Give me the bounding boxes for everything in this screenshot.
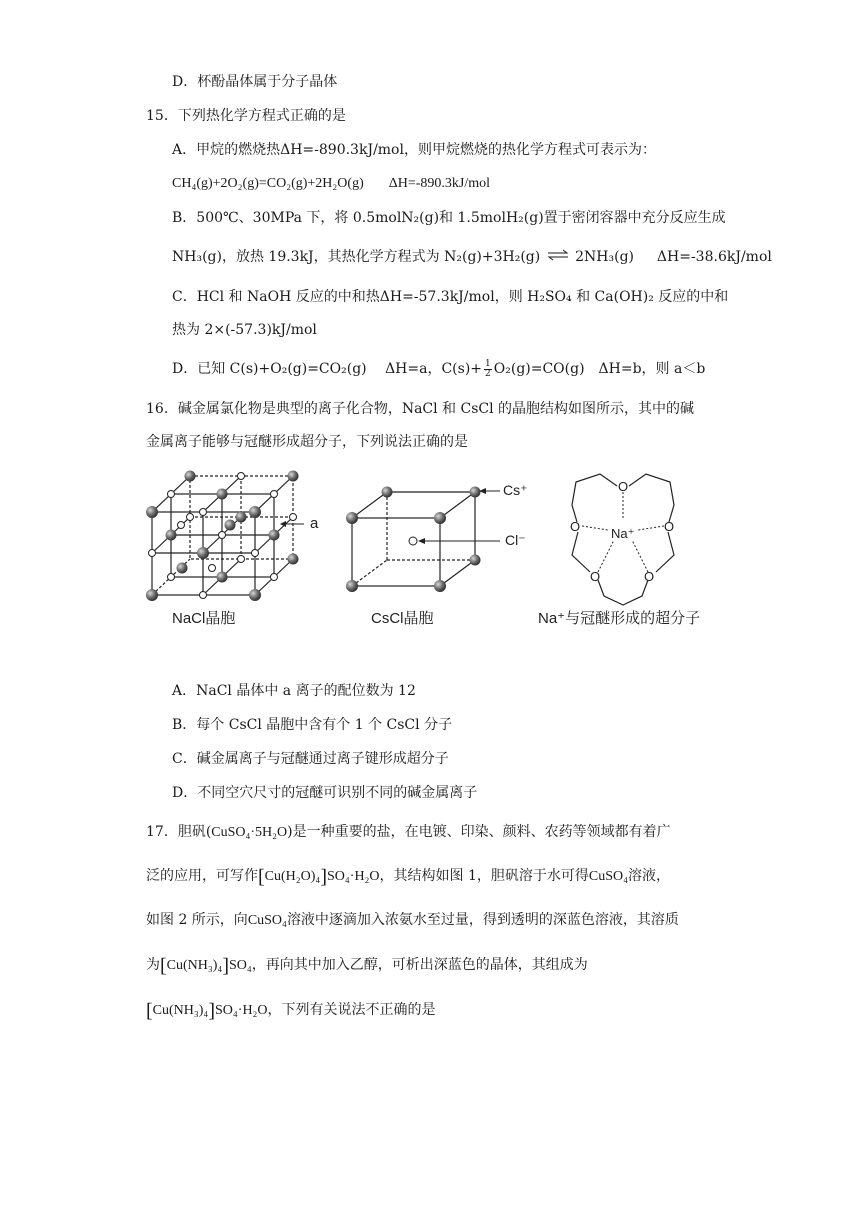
q17-line2	[146, 866, 670, 887]
q15-option-b-line2	[172, 247, 772, 267]
q17-complex3-body: Cu(NH₃)₄	[152, 1003, 209, 1018]
q16-stem-line2: 金属离子能够与冠醚形成超分子，下列说法正确的是	[146, 434, 468, 450]
q17-line1-a: 17．胆矾(	[146, 824, 212, 840]
caption-nacl: NaCl晶胞	[172, 610, 236, 627]
q17-line3	[146, 910, 679, 931]
label-cl: Cl⁻	[505, 532, 526, 548]
q17-complex3-anion: SO₄·H₂O	[215, 1003, 268, 1018]
label-cs: Cs⁺	[503, 482, 528, 498]
caption-crown: Na⁺与冠醚形成的超分子	[538, 610, 701, 627]
q17-complex1-body: Cu(H₂O)₄	[264, 869, 321, 884]
q16-option-c: C．碱金属离子与冠醚通过离子键形成超分子	[172, 751, 449, 767]
q15-stem: 15．下列热化学方程式正确的是	[146, 108, 346, 124]
q17-line4-a: 为	[146, 957, 160, 973]
cl-arrowhead-icon	[418, 538, 425, 544]
q15-option-b-enthalpy: ΔH=-38.6kJ/mol	[656, 249, 772, 265]
q16-stem-line1: 16．碱金属氯化物是典型的离子化合物，NaCl 和 CsCl 的晶胞结构如图所示，其中的碱	[146, 401, 695, 417]
q17-formula-cuso4-a: CuSO₄	[588, 869, 629, 884]
q17-line1	[146, 822, 671, 843]
sodium-ion: Na⁺	[611, 526, 635, 541]
q17-complex2-anion: SO₄	[229, 958, 252, 973]
q17-formula-complex3: [Cu(NH₃)₄]SO₄·H₂O	[146, 1000, 268, 1022]
oxygen-atom-bottom-left: O	[590, 569, 601, 584]
q17-line2-a: 泛的应用，可写作	[146, 868, 258, 884]
q17-line2-b: ，其结构如图 1，胆矾溶于水可得	[379, 868, 589, 884]
q15-option-c-line2: 热为 2×(-57.3)kJ/mol	[172, 322, 317, 338]
q16-option-a: A．NaCl 晶体中 a 离子的配位数为 12	[172, 683, 416, 699]
q15-option-b-text: NH₃(g)，放热 19.3kJ，其热化学方程式为 N₂(g)+3H₂(g)	[172, 249, 541, 265]
q17-line2-c: 溶液，	[628, 868, 671, 884]
fraction-numerator: 1	[485, 358, 491, 369]
q16-option-b: B．每个 CsCl 晶胞中含有个 1 个 CsCl 分子	[172, 717, 453, 733]
q17-formula-bluevitriol: CuSO₄·5H₂O	[211, 825, 288, 840]
q17-line1-b: )是一种重要的盐，在电镀、印染、颜料、农药等领域都有着广	[287, 824, 671, 840]
q17-line5	[146, 1000, 436, 1021]
caption-cscl: CsCl晶胞	[371, 610, 434, 627]
crystal-figure	[0, 460, 860, 660]
q16-option-d: D．不同空穴尺寸的冠醚可识别不同的碱金属离子	[172, 785, 478, 801]
q15-option-d-part1: D．已知 C(s)+O₂(g)=CO₂(g) ΔH=a，C(s)+	[172, 361, 483, 377]
fraction-denominator: 2	[485, 368, 491, 379]
q17-formula-complex1: [Cu(H₂O)₄]SO₄·H₂O	[258, 866, 380, 888]
q15-option-a-line1: A．甲烷的燃烧热ΔH=-890.3kJ/mol，则甲烷燃烧的热化学方程式可表示为：	[172, 142, 656, 158]
oxygen-atom-right: O	[664, 519, 675, 534]
q15-option-b-product: 2NH₃(g)	[575, 249, 634, 265]
oxygen-atom-left: O	[570, 519, 581, 534]
q14-option-d: D．杯酚晶体属于分子晶体	[172, 74, 338, 90]
q17-complex1-anion: SO₄·H₂O	[327, 869, 380, 884]
reversible-arrow-icon	[547, 247, 569, 267]
q15-option-b-line1: B．500℃、30MPa 下，将 0.5molN₂(g)和 1.5molH₂(g)置于密闭容器中充分反应生成	[172, 210, 726, 226]
q15-option-d	[172, 359, 705, 379]
label-a: a	[310, 515, 319, 532]
fraction-one-half	[484, 360, 492, 379]
q15-option-a-enthalpy: ΔH=-890.3kJ/mol	[388, 176, 491, 191]
q17-line3-a: 如图 2 所示，向	[146, 912, 248, 928]
q17-formula-complex2: [Cu(NH₃)₄]SO₄	[160, 955, 252, 977]
q17-line4-b: ，再向其中加入乙醇，可析出深蓝色的晶体，其组成为	[251, 957, 588, 973]
q15-option-a-line2	[172, 174, 490, 194]
q17-line3-b: 溶液中逐滴加入浓氨水至过量，得到透明的深蓝色溶液，其溶质	[286, 912, 679, 928]
q15-option-a-equation: CH₄(g)+2O₂(g)=CO₂(g)+2H₂O(g)	[172, 176, 364, 191]
q15-option-c-line1: C．HCl 和 NaOH 反应的中和热ΔH=-57.3kJ/mol，则 H₂SO₄ 和 Ca(OH)₂ 反应的中和	[172, 289, 729, 305]
q15-option-d-part2: O₂(g)=CO(g) ΔH=b，则 a＜b	[493, 361, 706, 377]
q17-complex2-body: Cu(NH₃)₄	[166, 958, 223, 973]
q17-formula-cuso4-b: CuSO₄	[247, 913, 287, 928]
q17-line4	[146, 955, 588, 976]
q17-line5-b: ，下列有关说法不正确的是	[267, 1002, 436, 1018]
oxygen-atom-top: O	[618, 479, 629, 494]
cscl-cl-ion	[409, 537, 417, 545]
oxygen-atom-bottom-right: O	[644, 569, 655, 584]
